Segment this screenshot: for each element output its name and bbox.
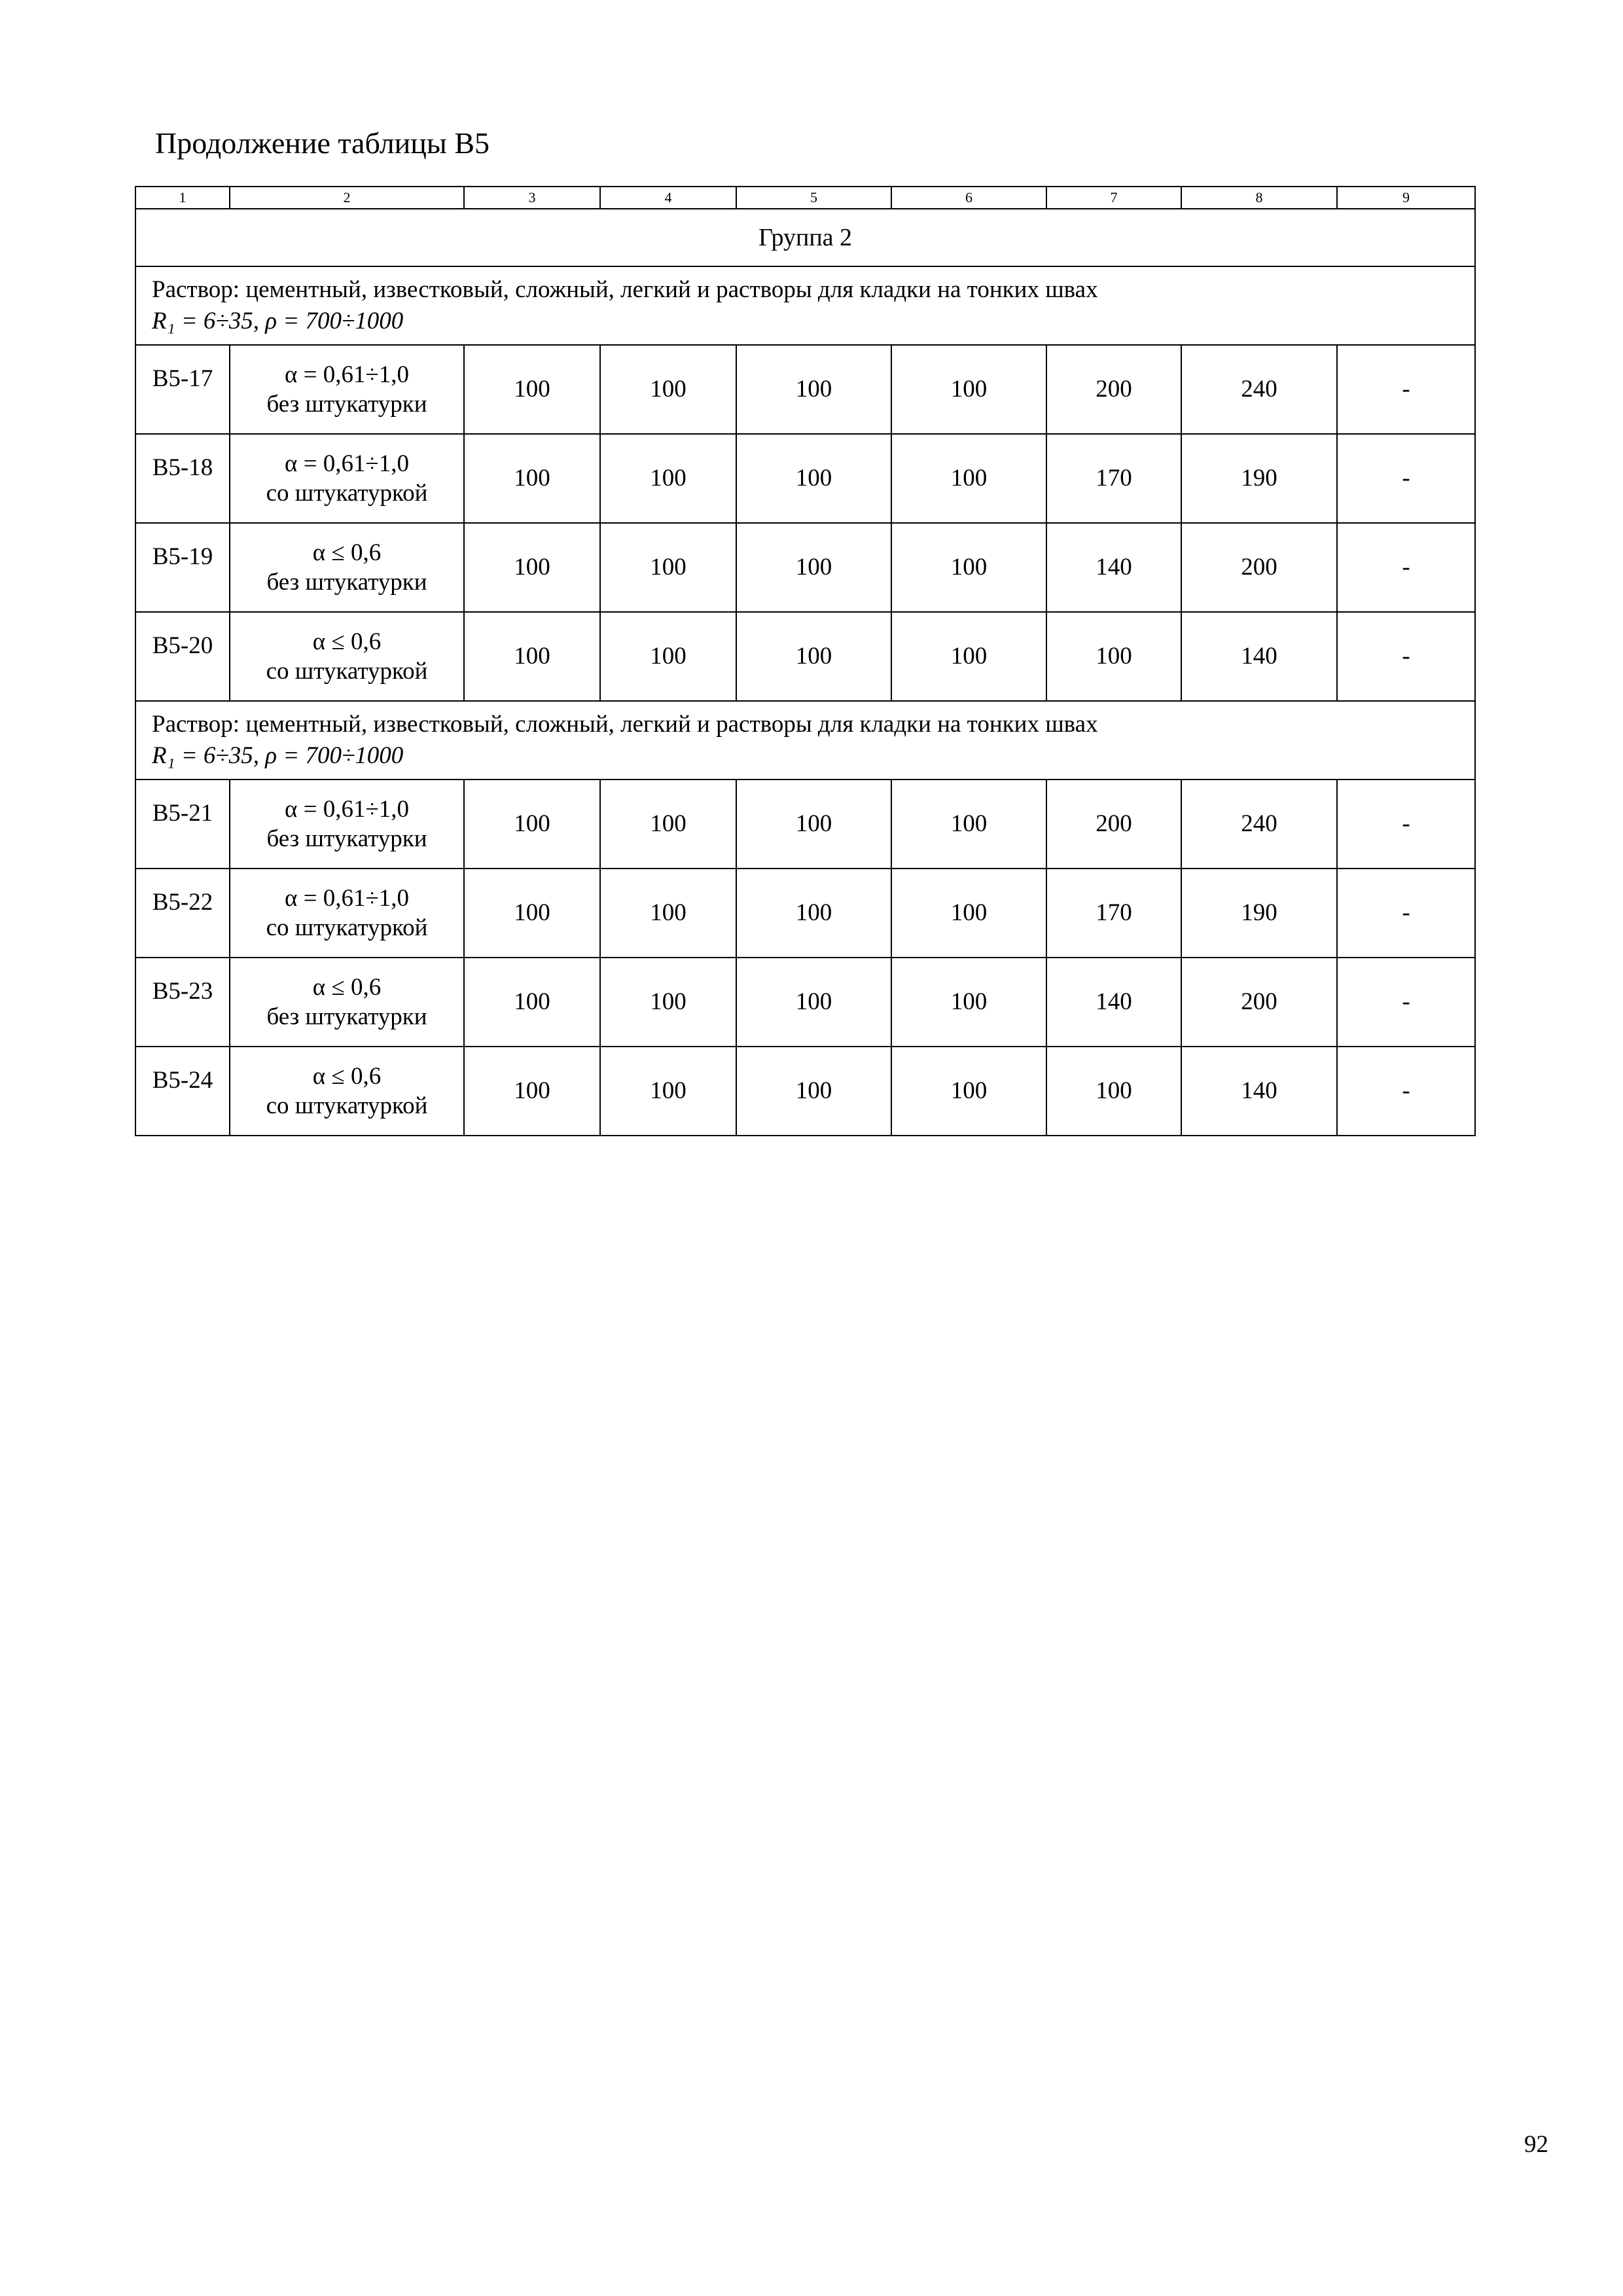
value-cell: 200: [1046, 345, 1181, 434]
alpha-condition: α ≤ 0,6: [312, 539, 382, 566]
value-cell: 100: [600, 1047, 736, 1136]
plaster-condition: без штукатурки: [266, 825, 427, 852]
plaster-condition: без штукатурки: [266, 391, 427, 418]
page-number: 92: [1524, 2131, 1548, 2158]
value-cell: 100: [464, 780, 600, 869]
page-title: Продолжение таблицы В5: [155, 126, 490, 160]
value-cell: 100: [736, 434, 891, 523]
table-row: [135, 780, 1475, 869]
alpha-condition: α ≤ 0,6: [312, 973, 382, 1001]
value-cell: 100: [736, 780, 891, 869]
value-cell: 140: [1181, 612, 1337, 701]
row-code: В5-24: [135, 1047, 230, 1136]
value-cell: -: [1337, 869, 1475, 958]
value-cell: 100: [891, 523, 1046, 612]
section-note-formula: R₁ = 6÷35, ρ = 700÷1000: [152, 742, 404, 769]
value-cell: 100: [600, 869, 736, 958]
value-cell: 100: [891, 1047, 1046, 1136]
value-cell: 240: [1181, 345, 1337, 434]
section-note-row: [135, 701, 1475, 780]
plaster-condition: без штукатурки: [266, 1003, 427, 1030]
group-row: [135, 209, 1475, 266]
row-description: [230, 958, 464, 1047]
value-cell: 100: [464, 523, 600, 612]
column-number: 2: [230, 187, 464, 209]
plaster-condition: со штукатуркой: [266, 480, 428, 507]
value-cell: 140: [1046, 958, 1181, 1047]
value-cell: 100: [600, 958, 736, 1047]
alpha-condition: α = 0,61÷1,0: [284, 795, 410, 823]
value-cell: 100: [600, 612, 736, 701]
value-cell: 140: [1046, 523, 1181, 612]
row-description: [230, 523, 464, 612]
value-cell: -: [1337, 612, 1475, 701]
table-row: [135, 1047, 1475, 1136]
section-note-row: [135, 266, 1475, 345]
value-cell: 100: [736, 869, 891, 958]
plaster-condition: без штукатурки: [266, 569, 427, 596]
column-number: 9: [1337, 187, 1475, 209]
section-note-line: Раствор: цементный, известковый, сложный, легкий и растворы для кладки на тонких швах: [152, 276, 1098, 303]
value-cell: 100: [600, 434, 736, 523]
table-row: [135, 434, 1475, 523]
alpha-condition: α ≤ 0,6: [312, 628, 382, 655]
row-description: [230, 780, 464, 869]
value-cell: 100: [464, 345, 600, 434]
column-number: 7: [1046, 187, 1181, 209]
value-cell: 190: [1181, 434, 1337, 523]
value-cell: 100: [600, 345, 736, 434]
section-note: [135, 266, 1475, 345]
row-description: [230, 345, 464, 434]
value-cell: -: [1337, 958, 1475, 1047]
row-description: [230, 1047, 464, 1136]
column-number: 6: [891, 187, 1046, 209]
value-cell: 100: [891, 345, 1046, 434]
alpha-condition: α = 0,61÷1,0: [284, 884, 410, 912]
alpha-condition: α ≤ 0,6: [312, 1062, 382, 1090]
value-cell: 100: [736, 1047, 891, 1136]
value-cell: 170: [1046, 869, 1181, 958]
value-cell: 100: [600, 523, 736, 612]
table-row: [135, 869, 1475, 958]
value-cell: 200: [1181, 958, 1337, 1047]
column-number: 3: [464, 187, 600, 209]
column-number: 8: [1181, 187, 1337, 209]
section-note-formula: R₁ = 6÷35, ρ = 700÷1000: [152, 308, 404, 334]
value-cell: -: [1337, 345, 1475, 434]
value-cell: 100: [1046, 1047, 1181, 1136]
column-number: 1: [135, 187, 230, 209]
value-cell: -: [1337, 780, 1475, 869]
column-number: 5: [736, 187, 891, 209]
column-number-row: [135, 187, 1475, 209]
value-cell: 100: [1046, 612, 1181, 701]
value-cell: -: [1337, 523, 1475, 612]
value-cell: 100: [464, 869, 600, 958]
table-row: [135, 345, 1475, 434]
row-description: [230, 434, 464, 523]
value-cell: 100: [464, 1047, 600, 1136]
value-cell: 100: [464, 434, 600, 523]
value-cell: 140: [1181, 1047, 1337, 1136]
group-title: Группа 2: [135, 209, 1475, 266]
row-code: В5-22: [135, 869, 230, 958]
plaster-condition: со штукатуркой: [266, 914, 428, 941]
row-description: [230, 612, 464, 701]
table-row: [135, 958, 1475, 1047]
row-code: В5-18: [135, 434, 230, 523]
plaster-condition: со штукатуркой: [266, 1092, 428, 1119]
value-cell: 100: [891, 869, 1046, 958]
value-cell: 100: [891, 780, 1046, 869]
plaster-condition: со штукатуркой: [266, 658, 428, 685]
row-description: [230, 869, 464, 958]
value-cell: 200: [1181, 523, 1337, 612]
value-cell: 200: [1046, 780, 1181, 869]
value-cell: 100: [736, 345, 891, 434]
row-code: В5-17: [135, 345, 230, 434]
value-cell: 190: [1181, 869, 1337, 958]
value-cell: 100: [464, 612, 600, 701]
section-note: [135, 701, 1475, 780]
alpha-condition: α = 0,61÷1,0: [284, 361, 410, 388]
value-cell: -: [1337, 1047, 1475, 1136]
value-cell: -: [1337, 434, 1475, 523]
row-code: В5-20: [135, 612, 230, 701]
row-code: В5-21: [135, 780, 230, 869]
row-code: В5-23: [135, 958, 230, 1047]
table-row: [135, 523, 1475, 612]
column-number: 4: [600, 187, 736, 209]
value-cell: 240: [1181, 780, 1337, 869]
value-cell: 170: [1046, 434, 1181, 523]
value-cell: 100: [891, 958, 1046, 1047]
value-cell: 100: [464, 958, 600, 1047]
table-row: [135, 612, 1475, 701]
value-cell: 100: [891, 434, 1046, 523]
value-cell: 100: [736, 612, 891, 701]
section-note-line: Раствор: цементный, известковый, сложный, легкий и растворы для кладки на тонких швах: [152, 710, 1098, 738]
data-table: [135, 186, 1476, 1136]
value-cell: 100: [736, 958, 891, 1047]
table-body: [135, 187, 1475, 1136]
value-cell: 100: [600, 780, 736, 869]
alpha-condition: α = 0,61÷1,0: [284, 450, 410, 477]
value-cell: 100: [736, 523, 891, 612]
row-code: В5-19: [135, 523, 230, 612]
value-cell: 100: [891, 612, 1046, 701]
